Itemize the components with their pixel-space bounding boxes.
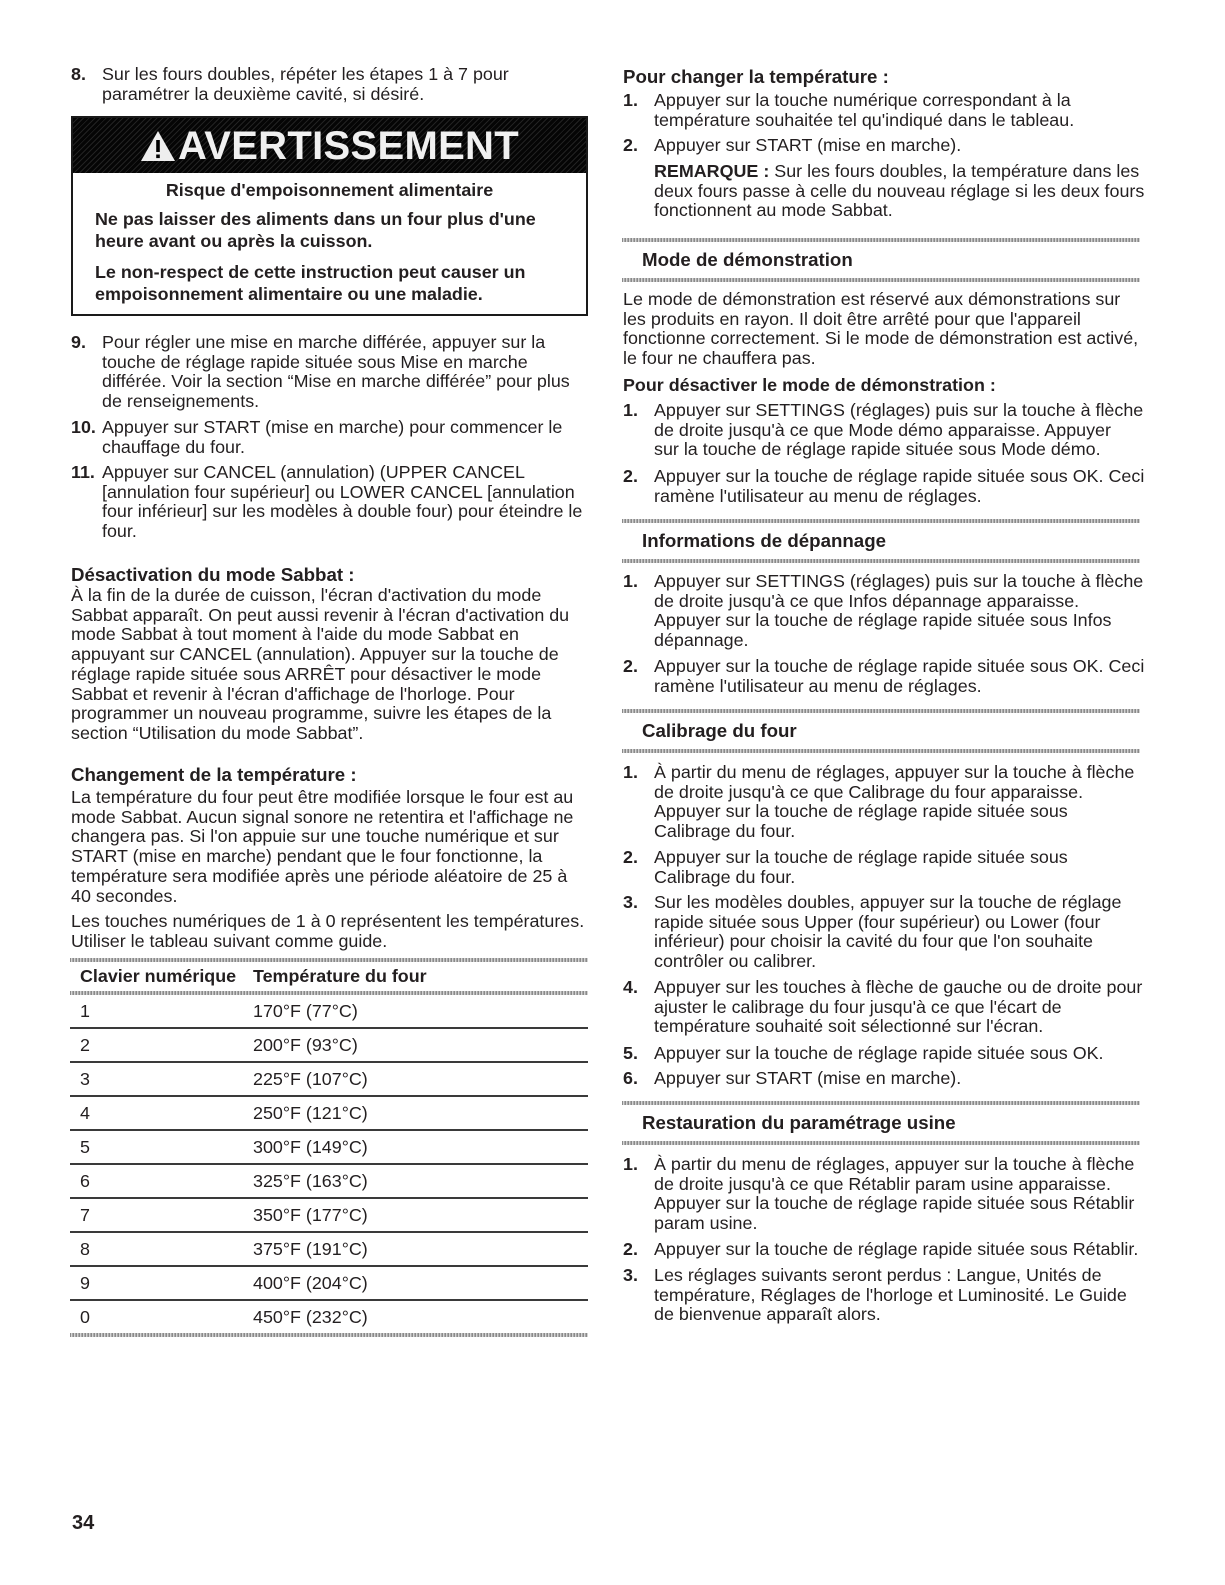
step-text: Appuyer sur SETTINGS (réglages) puis sur la touche à flèche de droite jusqu'à ce que Infos dépannage apparaisse. Appuyer sur la touche de réglage rapide située sous Infos dépannage. [654, 571, 1144, 651]
demo-step-1 [623, 401, 1143, 460]
divider [622, 1141, 1140, 1145]
note-label: REMARQUE : [654, 161, 770, 181]
step-number: 2. [623, 466, 638, 486]
step-text: Appuyer sur START (mise en marche). [654, 135, 962, 155]
temperature-cell: 250°F (121°C) [253, 1103, 368, 1123]
table-row [70, 1199, 588, 1233]
sabbat-off-paragraph: À la fin de la durée de cuisson, l'écran d'activation du mode Sabbat apparaît. On peut aussi revenir à l'écran d'activation du mode Sabbat à tout moment à l'aide du mode Sabbat en appuyant sur CANCEL (annulation). Appuyer sur la touche de réglage rapide située sous ARRÊT pour désactiver le mode Sabbat et revenir à l'écran d'affichage de l'horloge. Pour programmer un nouveau programme, suivre les étapes de la section “Utilisation du mode Sabbat”. [71, 585, 570, 743]
step-text: Appuyer sur SETTINGS (réglages) puis sur la touche à flèche de droite jusqu'à ce que Mode démo apparaisse. Appuyer sur la touche de réglage rapide située sous Mode démo. [654, 400, 1144, 460]
step-9 [71, 333, 591, 412]
step-number: 2. [623, 1239, 638, 1259]
keypad-cell: 4 [80, 1103, 90, 1123]
step-number: 1. [623, 571, 638, 591]
step-number: 6. [623, 1068, 638, 1088]
table-row [70, 995, 588, 1029]
left-column [71, 0, 591, 1585]
column-header-temperature: Température du four [253, 966, 427, 986]
temp-change-paragraph: La température du four peut être modifiée lorsque le four est au mode Sabbat. Aucun signal sonore ne retentira et l'affichage ne changera pas. Si l'on appuie sur une touche numérique et sur START (mise en marche) pendant que le four fonctionne, la température sera modifiée après une période aléatoire de 25 à 40 secondes. [71, 787, 574, 906]
table-header [70, 962, 588, 991]
warning-subtitle: Risque d'empoisonnement alimentaire [165, 180, 494, 200]
table-row [70, 1029, 588, 1063]
step-number: 5. [623, 1043, 638, 1063]
step-number: 1. [623, 90, 638, 110]
step-text: Appuyer sur la touche de réglage rapide située sous OK. Ceci ramène l'utilisateur au menu de réglages. [654, 466, 1145, 506]
step-text: Appuyer sur START (mise en marche). [654, 1068, 962, 1088]
temperature-table [70, 958, 588, 1337]
table-row [70, 1301, 588, 1333]
warning-consequence: Le non-respect de cette instruction peut causer un empoisonnement alimentaire ou une maladie. [95, 262, 526, 304]
temp-keys-paragraph: Les touches numériques de 1 à 0 représentent les températures. Utiliser le tableau suivant comme guide. [71, 911, 585, 951]
step-number: 11. [71, 462, 95, 482]
keypad-cell: 0 [80, 1307, 90, 1327]
step-number: 2. [623, 135, 638, 155]
step-text: Appuyer sur la touche de réglage rapide située sous Rétablir. [654, 1239, 1139, 1259]
warning-instruction: Ne pas laisser des aliments dans un four plus d'une heure avant ou après la cuisson. [95, 209, 536, 251]
warning-header [73, 118, 586, 173]
temperature-cell: 325°F (163°C) [253, 1171, 368, 1191]
step-text: Pour régler une mise en marche différée, appuyer sur la touche de réglage rapide située sous Mise en marche différée. Voir la section “Mise en marche différée” pour plus de renseignements. [102, 332, 570, 412]
divider [70, 1333, 588, 1337]
temperature-cell: 350°F (177°C) [253, 1205, 368, 1225]
temperature-cell: 170°F (77°C) [253, 1001, 358, 1021]
table-row [70, 1165, 588, 1199]
demo-mode-paragraph: Le mode de démonstration est réservé aux démonstrations sur les produits en rayon. Il doit être arrêté pour que l'appareil fonctionne correctement. Si le mode de démonstration est activé, le four ne chauffera pas. [623, 289, 1139, 369]
step-text: Appuyer sur la touche de réglage rapide située sous OK. [654, 1043, 1104, 1063]
change-temp-step-1 [623, 91, 1143, 130]
table-row [70, 1131, 588, 1165]
step-text: Appuyer sur START (mise en marche) pour commencer le chauffage du four. [102, 417, 563, 457]
column-header-keypad: Clavier numérique [80, 966, 237, 986]
temp-change-heading: Changement de la température : [71, 764, 357, 785]
troubleshooting-step-1 [623, 572, 1143, 651]
calibration-step-4 [623, 978, 1143, 1037]
sabbat-off-heading: Désactivation du mode Sabbat : [71, 564, 355, 585]
table-row [70, 1267, 588, 1301]
step-number: 1. [623, 400, 638, 420]
step-number: 10. [71, 417, 96, 437]
step-number: 4. [623, 977, 638, 997]
calibration-step-3 [623, 893, 1143, 972]
step-text: Sur les fours doubles, répéter les étapes 1 à 7 pour paramétrer la deuxième cavité, si désiré. [102, 64, 509, 104]
troubleshooting-step-2 [623, 657, 1143, 696]
step-11 [71, 463, 591, 542]
section-factory-reset [622, 1101, 1140, 1145]
section-title: Informations de dépannage [642, 530, 887, 551]
temperature-cell: 400°F (204°C) [253, 1273, 368, 1293]
step-number: 9. [71, 332, 86, 352]
page-number: 34 [72, 1512, 95, 1534]
step-text: Appuyer sur la touche numérique correspondant à la température souhaitée tel qu'indiqué dans le tableau. [654, 90, 1075, 130]
keypad-cell: 8 [80, 1239, 90, 1259]
step-number: 1. [623, 762, 638, 782]
calibration-step-2 [623, 848, 1143, 887]
note [654, 162, 1174, 221]
step-number: 3. [623, 892, 638, 912]
step-number: 2. [623, 656, 638, 676]
step-number: 2. [623, 847, 638, 867]
keypad-cell: 6 [80, 1171, 90, 1191]
section-demo-mode [622, 238, 1140, 282]
temperature-cell: 225°F (107°C) [253, 1069, 368, 1089]
section-title: Restauration du paramétrage usine [642, 1112, 956, 1133]
step-8 [71, 65, 591, 104]
temperature-cell: 200°F (93°C) [253, 1035, 358, 1055]
right-column [623, 0, 1143, 1585]
table-row [70, 1097, 588, 1131]
note-text: Sur les fours doubles, la température dans les deux fours passe à celle du nouveau réglage si les deux fours fonctionnent au mode Sabbat. [654, 161, 1145, 221]
calibration-step-6 [623, 1069, 1143, 1089]
safety-alert-icon [140, 130, 176, 162]
change-temp-step-2 [623, 136, 1143, 156]
calibration-step-1 [623, 763, 1143, 842]
keypad-cell: 9 [80, 1273, 90, 1293]
step-number: 1. [623, 1154, 638, 1174]
keypad-cell: 3 [80, 1069, 90, 1089]
step-text: Appuyer sur la touche de réglage rapide située sous OK. Ceci ramène l'utilisateur au menu de réglages. [654, 656, 1145, 696]
step-text: Appuyer sur les touches à flèche de gauche ou de droite pour ajuster le calibrage du four jusqu'à ce que l'écart de température souhaité soit sélectionné sur l'écran. [654, 977, 1143, 1037]
step-10 [71, 418, 591, 457]
step-text: Sur les modèles doubles, appuyer sur la touche de réglage rapide située sous Upper (four supérieur) ou Lower (four inférieur) pour choisir la cavité du four que l'on souhaite contrôler ou calibrer. [654, 892, 1122, 972]
divider [622, 559, 1140, 563]
calibration-step-5 [623, 1044, 1143, 1064]
step-text: Appuyer sur la touche de réglage rapide située sous Calibrage du four. [654, 847, 1068, 887]
demo-step-2 [623, 467, 1143, 506]
section-calibration [622, 709, 1140, 753]
keypad-cell: 1 [80, 1001, 90, 1021]
step-text: Les réglages suivants seront perdus : Langue, Unités de température, Réglages de l'horloge et Luminosité. Le Guide de bienvenue apparaît alors. [654, 1265, 1127, 1325]
factory-reset-step-1 [623, 1155, 1143, 1234]
warning-title: AVERTISSEMENT [178, 123, 519, 168]
warning-box [71, 116, 588, 316]
divider [622, 749, 1140, 753]
step-text: Appuyer sur CANCEL (annulation) (UPPER CANCEL [annulation four supérieur] ou LOWER CANCEL [annulation four inférieur] sur les modèles à double four) pour éteindre le four. [102, 462, 583, 542]
keypad-cell: 2 [80, 1035, 90, 1055]
factory-reset-step-3 [623, 1266, 1143, 1325]
section-title: Calibrage du four [642, 720, 797, 741]
factory-reset-step-2 [623, 1240, 1143, 1260]
change-temp-heading: Pour changer la température : [623, 66, 889, 87]
step-text: À partir du menu de réglages, appuyer sur la touche à flèche de droite jusqu'à ce que Calibrage du four apparaisse. Appuyer sur la touche de réglage rapide située sous Calibrage du four. [654, 762, 1135, 842]
divider [622, 278, 1140, 282]
temperature-cell: 450°F (232°C) [253, 1307, 368, 1327]
temperature-cell: 300°F (149°C) [253, 1137, 368, 1157]
step-number: 3. [623, 1265, 638, 1285]
table-row [70, 1063, 588, 1097]
keypad-cell: 5 [80, 1137, 90, 1157]
step-text: À partir du menu de réglages, appuyer sur la touche à flèche de droite jusqu'à ce que Rétablir param usine apparaisse. Appuyer sur la touche de réglage rapide située sous Rétablir param usine. [654, 1154, 1135, 1234]
section-troubleshooting [622, 519, 1140, 563]
demo-mode-subheading: Pour désactiver le mode de démonstration : [623, 375, 996, 395]
table-row [70, 1233, 588, 1267]
section-title: Mode de démonstration [642, 249, 853, 270]
step-number: 8. [71, 64, 86, 84]
temperature-cell: 375°F (191°C) [253, 1239, 368, 1259]
keypad-cell: 7 [80, 1205, 90, 1225]
